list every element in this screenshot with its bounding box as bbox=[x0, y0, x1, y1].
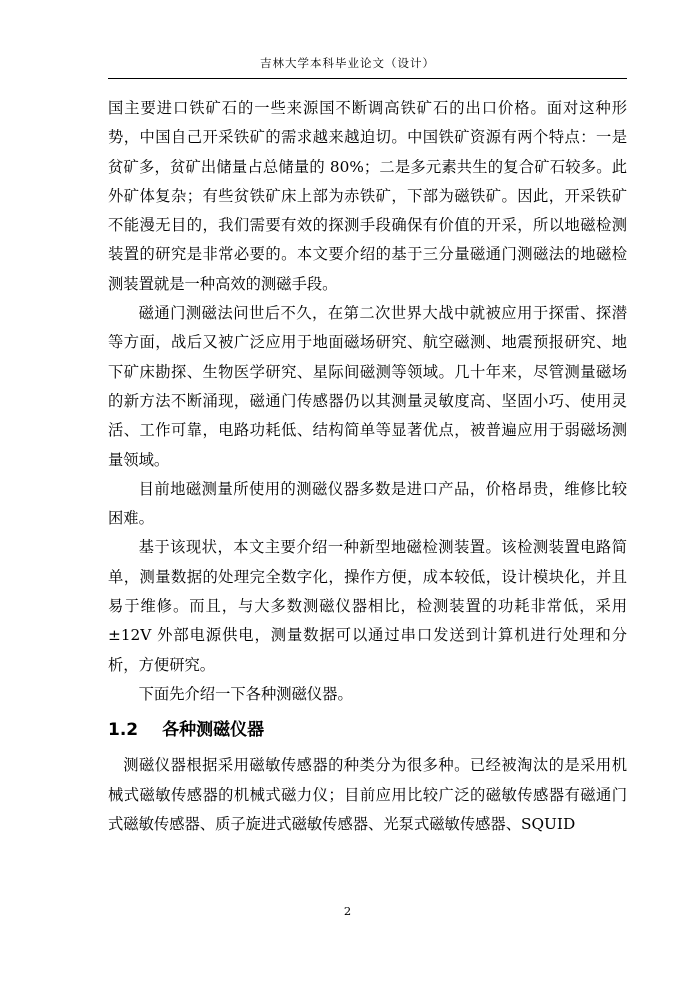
paragraph-1: 国主要进口铁矿石的一些来源国不断调高铁矿石的出口价格。面对这种形势，中国自己开采铁矿的需求越来越迫切。中国铁矿资源有两个特点：一是贫矿多，贫矿出储量占总储量的 80%；二是多元素共生的复合矿石较多。此外矿体复杂；有些贫铁矿床上部为赤铁矿，下部为磁铁矿。因此，开采铁矿不能漫无目的，我们需要有效的探测手段确保有价值的开采，所以地磁检测装置的研究是非常必要的。本文要介绍的基于三分量磁通门测磁法的地磁检测装置就是一种高效的测磁手段。 bbox=[108, 99, 627, 293]
body-text bbox=[108, 94, 627, 839]
header-rule bbox=[108, 78, 627, 79]
section-title: 各种测磁仪器 bbox=[162, 720, 265, 741]
paragraph-3: 目前地磁测量所使用的测磁仪器多数是进口产品，价格昂贵，维修比较困难。 bbox=[108, 479, 627, 528]
section-number: 1.2 bbox=[108, 720, 139, 741]
page-number: 2 bbox=[343, 904, 352, 918]
section-heading bbox=[108, 709, 627, 751]
paragraph-4: 基于该现状，本文主要介绍一种新型地磁检测装置。该检测装置电路简单，测量数据的处理完全数字化，操作方便，成本较低，设计模块化，并且易于维修。而且，与大多数测磁仪器相比，检测装置的功耗非常低，采用±12V 外部电源供电，测量数据可以通过串口发送到计算机进行处理和分析，方便研究。 bbox=[108, 538, 627, 674]
paragraph-2: 磁通门测磁法问世后不久，在第二次世界大战中就被应用于探雷、探潜等方面，战后又被广泛应用于地面磁场研究、航空磁测、地震预报研究、地下矿床勘探、生物医学研究、星际间磁测等领域。几十年来，尽管测量磁场的新方法不断涌现，磁通门传感器仍以其测量灵敏度高、坚固小巧、使用灵活、工作可靠，电路功耗低、结构简单等显著优点，被普遍应用于弱磁场测量领域。 bbox=[108, 304, 627, 469]
section-paragraph: 测磁仪器根据采用磁敏传感器的种类分为很多种。已经被淘汰的是采用机械式磁敏传感器的机械式磁力仪；目前应用比较广泛的磁敏传感器有磁通门式磁敏传感器、质子旋进式磁敏传感器、光泵式磁敏传感器、SQUID bbox=[108, 756, 627, 833]
paragraph-5: 下面先介绍一下各种测磁仪器。 bbox=[138, 684, 353, 703]
running-header: 吉林大学本科毕业论文（设计） bbox=[260, 56, 435, 70]
